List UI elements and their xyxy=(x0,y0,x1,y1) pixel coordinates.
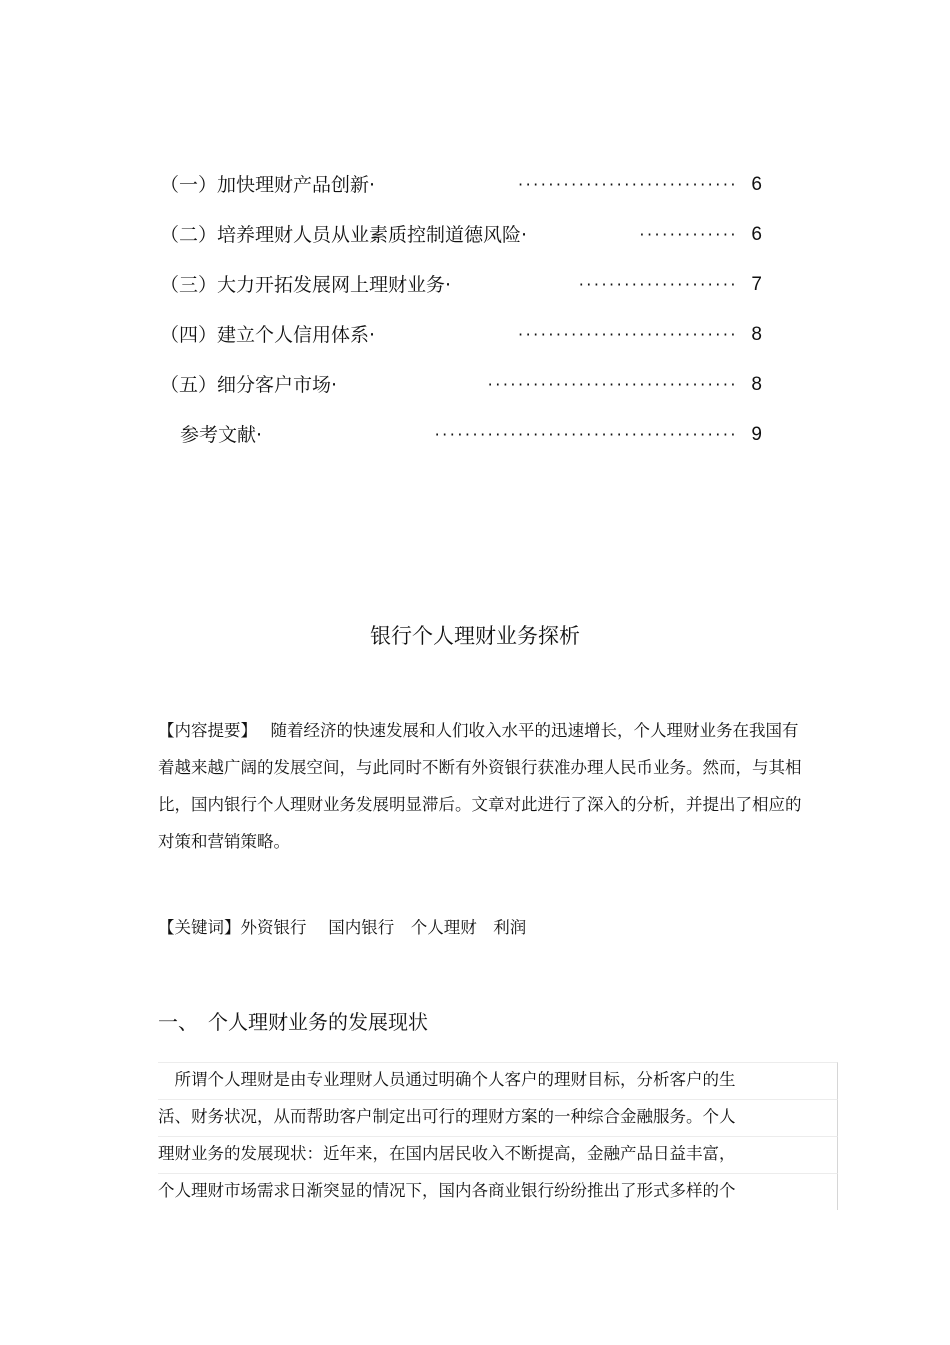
body-text-line: 活、财务状况，从而帮助客户制定出可行的理财方案的一种综合金融服务。个人 xyxy=(158,1099,838,1136)
body-text-line: 个人理财市场需求日渐突显的情况下，国内各商业银行纷纷推出了形式多样的个 xyxy=(158,1173,838,1210)
toc-page-number: 6 xyxy=(751,224,762,245)
section-body xyxy=(158,1062,838,1210)
toc-entry-label: （二）培养理财人员从业素质控制道德风险· xyxy=(160,224,528,246)
toc-entry[interactable] xyxy=(160,370,770,420)
toc-leader-dots: ····························· xyxy=(518,325,738,344)
toc-page-number: 9 xyxy=(751,424,762,445)
toc-leader-dots: ································· xyxy=(487,375,738,394)
toc-entry[interactable] xyxy=(160,220,770,270)
keywords-line: 【关键词】外资银行 国内银行 个人理财 利润 xyxy=(158,918,527,937)
abstract-paragraph: 【内容提要】 随着经济的快速发展和人们收入水平的迅速增长，个人理财业务在我国有着越来越广阔的发展空间，与此同时不断有外资银行获准办理人民币业务。然而，与其相比，国内银行个人理财业务发展明显滞后。文章对此进行了深入的分析，并提出了相应的对策和营销策略。 xyxy=(158,721,802,851)
toc-entry-label: （三）大力开拓发展网上理财业务· xyxy=(160,274,452,296)
section-heading: 一、 个人理财业务的发展现状 xyxy=(158,1010,428,1034)
document-title: 银行个人理财业务探析 xyxy=(370,624,580,648)
toc-entry-label: （四）建立个人信用体系· xyxy=(160,324,376,346)
toc-entry[interactable] xyxy=(160,270,770,320)
toc-entry-label: （五）细分客户市场· xyxy=(160,374,338,396)
toc-entry[interactable] xyxy=(160,320,770,370)
toc-page-number: 6 xyxy=(751,174,762,195)
toc-page-number: 8 xyxy=(751,324,762,345)
toc-page-number: 8 xyxy=(751,374,762,395)
toc-leader-dots: ····················· xyxy=(578,275,738,294)
toc-page-number: 7 xyxy=(751,274,762,295)
toc-leader-dots: ············· xyxy=(639,225,738,244)
toc-entry[interactable] xyxy=(160,420,770,470)
toc-entry-label: 参考文献· xyxy=(180,424,263,446)
toc-entry-label: （一）加快理财产品创新· xyxy=(160,174,376,196)
toc-entry[interactable] xyxy=(160,170,770,220)
toc-leader-dots: ····························· xyxy=(518,175,738,194)
table-of-contents xyxy=(160,170,770,470)
toc-leader-dots: ········································ xyxy=(434,425,738,444)
body-text-line: 理财业务的发展现状：近年来，在国内居民收入不断提高，金融产品日益丰富， xyxy=(158,1136,838,1173)
body-text-line: 所谓个人理财是由专业理财人员通过明确个人客户的理财目标，分析客户的生 xyxy=(158,1062,838,1099)
